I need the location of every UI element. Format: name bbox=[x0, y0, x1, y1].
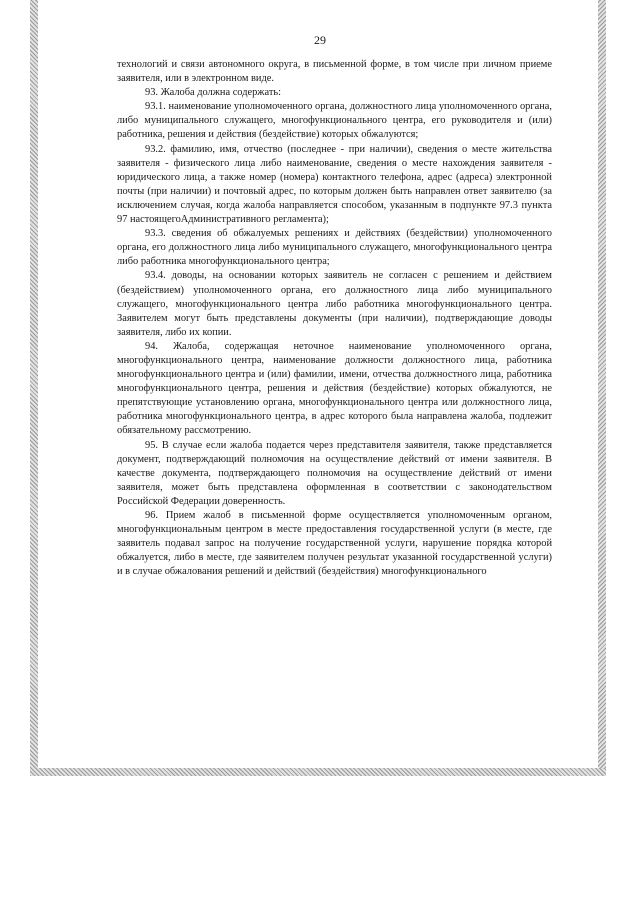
scan-border-right bbox=[598, 0, 606, 776]
paragraph-93-3: 93.3. сведения об обжалуемых решениях и действиях (бездействии) уполномоченного органа, его должностного лица либо муниципального служащего, многофункционального центра либо работника многофункционального центра; bbox=[117, 228, 552, 268]
paragraph-continuation: технологий и связи автономного округа, в письменной форме, в том числе при личном приеме заявителя, или в электронном виде. bbox=[117, 59, 552, 85]
document-body bbox=[117, 58, 552, 579]
paragraph-95: 95. В случае если жалоба подается через представителя заявителя, также представляется документ, подтверждающий полномочия на осуществление действий от имени заявителя. В качестве документа, подтверждающего полномочия на осуществление действий от имени заявителя, может быть представлена оформленная в соответствии с законодательством Российской Федерации доверенность. bbox=[117, 439, 552, 507]
paragraph-93-4: 93.4. доводы, на основании которых заявитель не согласен с решением и действием (бездействием) уполномоченного органа, его должностного лица либо муниципального служащего, многофункционального центра либо работника многофункционального центра. Заявителем могут быть представлены документы (при наличии), подтверждающие доводы заявителя, либо их копии. bbox=[117, 270, 552, 338]
paragraph-96: 96. Прием жалоб в письменной форме осуществляется уполномоченным органом, многофункциональным центром в месте предоставления государственной услуги (в месте, где заявитель подавал запрос на получение государственной услуги, нарушение порядка которой обжалуется, либо в месте, где заявителем получен результат указанной государственной услуги) и в случае обжалования решений и действий (бездействия) многофункционального bbox=[117, 510, 552, 578]
page-number: 29 bbox=[314, 33, 326, 47]
scan-border-bottom bbox=[30, 768, 606, 776]
scan-border-left bbox=[30, 0, 38, 776]
paragraph-93: 93. Жалоба должна содержать: bbox=[145, 87, 281, 99]
paragraph-94: 94. Жалоба, содержащая неточное наименование уполномоченного органа, многофункционального центра, наименование должности должностного лица, работника многофункционального центра и (или) фамилии, имени, отчества должностного лица, работника многофункционального центра, решения и действия (бездействие) которых обжалуются, не препятствующие установлению органа, многофункционального центра или должностного лица, работника многофункционального центра, в адрес которого была направлена жалоба, подлежит обязательному рассмотрению. bbox=[117, 340, 552, 437]
paragraph-93-1: 93.1. наименование уполномоченного органа, должностного лица уполномоченного органа, либо муниципального служащего, многофункционального центра, его руководителя и (или) работника, решения и действия (бездействие) которых обжалуются; bbox=[117, 101, 552, 141]
paragraph-93-2: 93.2. фамилию, имя, отчество (последнее - при наличии), сведения о месте жительства заявителя - физического лица либо наименование, сведения о месте нахождения заявителя - юридического лица, а также номер (номера) контактного телефона, адрес (адреса) электронной почты (при наличии) и почтовый адрес, по которым должен быть направлен ответ заявителю (за исключением случая, когда жалоба направляется способом, указанным в подпункте 97.3 пункта 97 настоящегоАдминистративного регламента); bbox=[117, 143, 552, 226]
